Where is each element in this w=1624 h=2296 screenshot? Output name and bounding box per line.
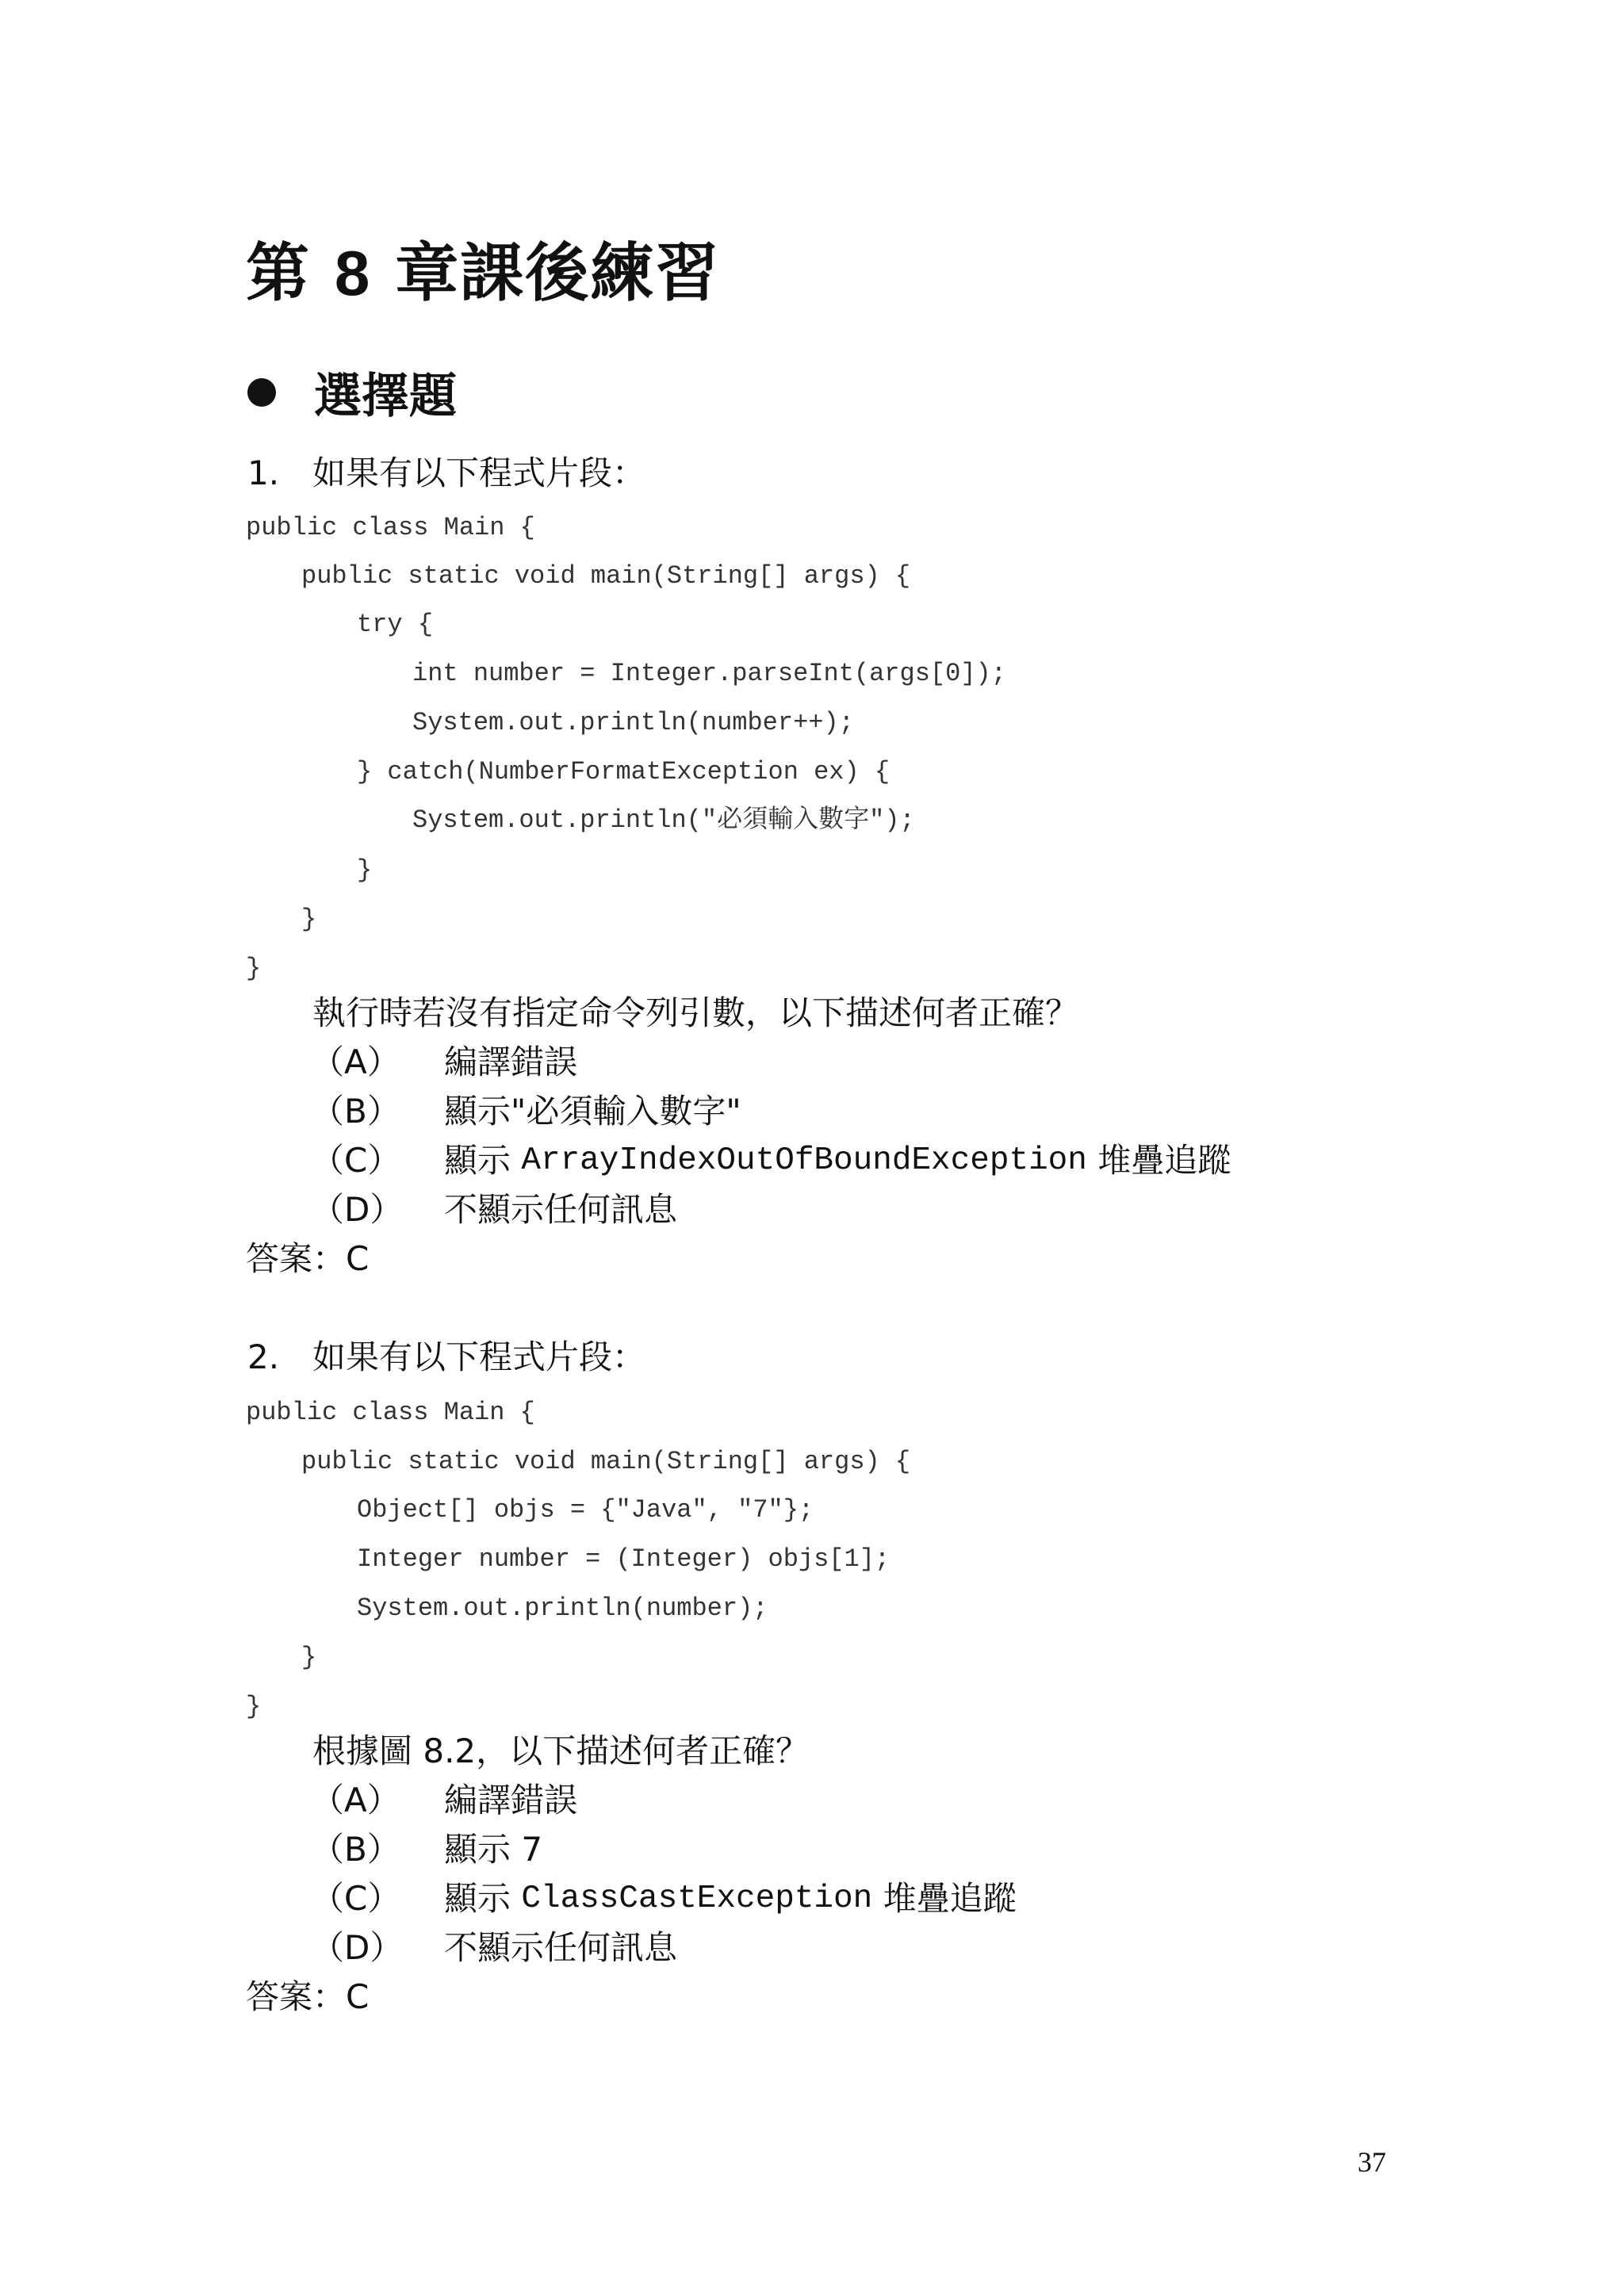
option-text: 顯示"必須輸入數字" [444, 1092, 741, 1131]
code-line: } [357, 855, 373, 885]
chapter-title [246, 230, 720, 317]
option-label: （B） [311, 1830, 400, 1869]
question-2-option-d [311, 1924, 677, 1972]
code-line: System.out.println("必須輸入數字"); [412, 806, 915, 835]
option-text: 堆疊追蹤 [1086, 1141, 1231, 1180]
option-label: （D） [311, 1928, 404, 1967]
question-2-prompt: 如果有以下程式片段： [312, 1337, 646, 1376]
option-label: （C） [311, 1879, 401, 1918]
question-2-answer: 答案：C [246, 1977, 370, 2016]
code-line: public class Main { [246, 1398, 535, 1427]
code-line: } [301, 905, 317, 934]
code-line: } catch(NumberFormatException ex) { [357, 757, 891, 786]
question-1-prompt: 如果有以下程式片段： [312, 453, 646, 492]
question-1-option-d [311, 1186, 677, 1234]
option-label: （C） [311, 1141, 401, 1180]
option-label: （A） [311, 1043, 400, 1081]
option-text: 編譯錯誤 [444, 1781, 578, 1820]
option-text: 堆疊追蹤 [872, 1879, 1017, 1918]
option-label: （B） [311, 1092, 400, 1131]
question-1-text: 執行時若沒有指定命令列引數，以下描述何者正確？ [312, 993, 1079, 1032]
section-heading [247, 361, 457, 424]
code-line: public static void main(String[] args) { [301, 1447, 911, 1476]
bullet-icon [247, 378, 276, 407]
option-text: 不顯示任何訊息 [444, 1928, 678, 1967]
question-2-number: 2. [247, 1337, 280, 1376]
question-2-option-a [311, 1777, 577, 1824]
question-2-text: 根據圖 8.2，以下描述何者正確？ [312, 1732, 810, 1770]
option-text: 顯示 [444, 1141, 522, 1180]
question-2-option-c [311, 1875, 1017, 1923]
code-line: int number = Integer.parseInt(args[0]); [412, 659, 1006, 688]
code-line: public static void main(String[] args) { [301, 561, 911, 591]
code-line: } [301, 1643, 317, 1672]
code-line: } [246, 954, 262, 983]
chapter-number: 8 [334, 238, 372, 308]
option-label: （A） [311, 1781, 400, 1820]
page-number: 37 [1358, 2146, 1386, 2178]
question-1-option-a [311, 1039, 577, 1086]
code-line: System.out.println(number); [357, 1594, 768, 1623]
option-label: （D） [311, 1190, 404, 1229]
option-code: ClassCastException [521, 1881, 873, 1917]
question-1-number: 1. [247, 453, 280, 492]
option-code: ArrayIndexOutOfBoundException [521, 1142, 1087, 1179]
question-1-answer: 答案：C [246, 1239, 370, 1278]
section-title: 選擇題 [314, 369, 457, 424]
question-1-option-c [311, 1137, 1231, 1184]
chapter-suffix: 章課後練習 [395, 236, 721, 310]
code-line: } [246, 1692, 262, 1721]
question-1-option-b [311, 1088, 741, 1135]
code-line: Integer number = (Integer) objs[1]; [357, 1544, 891, 1574]
option-text: 編譯錯誤 [444, 1043, 578, 1081]
code-line: Object[] objs = {"Java", "7"}; [357, 1495, 814, 1525]
question-2-option-b [311, 1826, 542, 1873]
option-text: 不顯示任何訊息 [444, 1190, 678, 1229]
code-line: try { [357, 610, 434, 639]
chapter-prefix: 第 [246, 236, 311, 310]
option-text: 顯示 [444, 1879, 522, 1918]
code-line: public class Main { [246, 513, 535, 542]
code-line: System.out.println(number++); [412, 708, 854, 737]
option-text: 顯示 7 [444, 1830, 543, 1869]
